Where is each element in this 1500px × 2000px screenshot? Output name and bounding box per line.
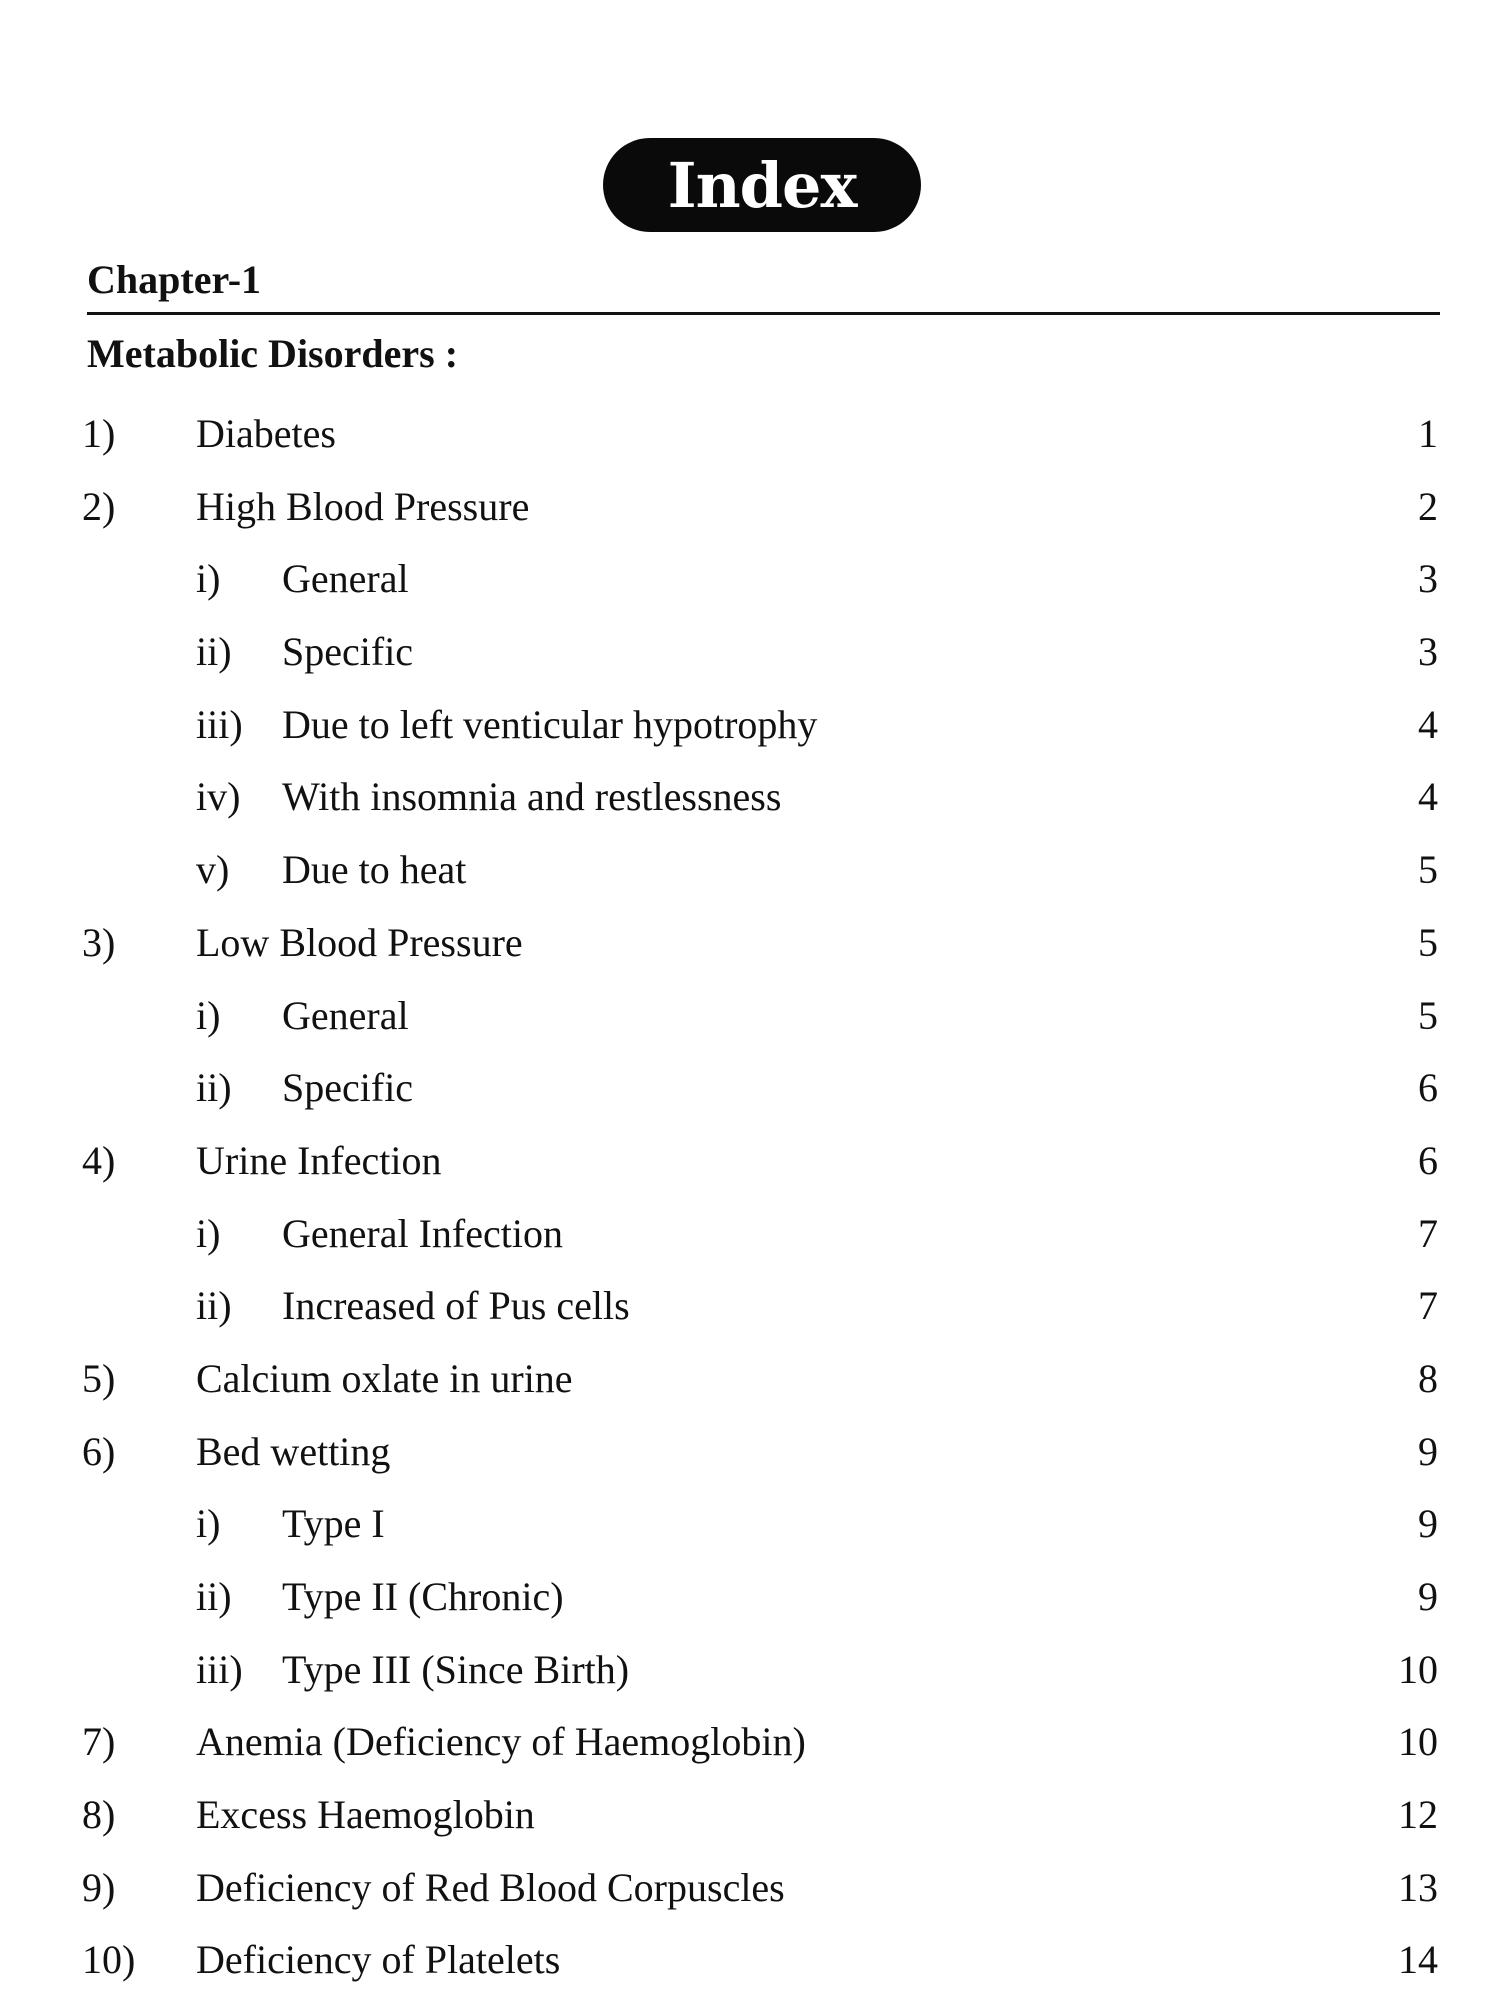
toc-entry-number: 5) [82, 1355, 116, 1401]
toc-entry-page: 13 [1398, 1864, 1438, 1910]
toc-entry-number: 6) [82, 1428, 116, 1474]
toc-entry-label: Urine Infection [196, 1137, 442, 1183]
toc-entry-page: 10 [1398, 1719, 1438, 1765]
toc-entry-label: Type II (Chronic) [282, 1574, 564, 1619]
toc-entry-label: Excess Haemoglobin [196, 1792, 535, 1838]
toc-entry-label: General Infection [282, 1210, 563, 1256]
toc-entry-label: Specific [282, 1065, 414, 1111]
toc-entry-number: i) [196, 556, 221, 602]
toc-entry-label: Specific [282, 629, 414, 675]
toc-entry [0, 1924, 1500, 1997]
toc-entry-page: 3 [1418, 556, 1438, 602]
toc-entry-label: General [282, 556, 409, 602]
toc-subentry [0, 1198, 1500, 1271]
toc-entry-label: Increased of Pus cells [282, 1283, 630, 1329]
toc-entry-page: 6 [1418, 1137, 1438, 1183]
toc-entry-label: With insomnia and restlessness [282, 774, 782, 820]
toc-entry-number: 4) [82, 1137, 116, 1183]
toc-entry-label: Type I [282, 1501, 385, 1547]
table-of-contents [0, 398, 1500, 1997]
toc-entry [0, 907, 1500, 980]
toc-entry-number: 10) [82, 1937, 136, 1983]
toc-entry-label: Due to heat [282, 847, 467, 893]
chapter-divider [87, 312, 1440, 315]
toc-entry-number: ii) [196, 629, 232, 675]
toc-entry-page: 10 [1398, 1646, 1438, 1692]
toc-subentry [0, 761, 1500, 834]
toc-entry-page: 2 [1418, 483, 1438, 529]
toc-entry [0, 471, 1500, 544]
toc-entry [0, 1779, 1500, 1852]
toc-entry-label: Due to left venticular hypotrophy [282, 701, 818, 747]
toc-subentry [0, 1052, 1500, 1125]
toc-entry-page: 5 [1418, 847, 1438, 893]
toc-entry-page: 5 [1418, 919, 1438, 965]
toc-entry-number: i) [196, 1210, 221, 1256]
toc-subentry [0, 980, 1500, 1053]
toc-entry-label: Deficiency of Platelets [196, 1937, 561, 1983]
toc-entry-page: 9 [1418, 1428, 1438, 1474]
toc-subentry [0, 1561, 1500, 1634]
toc-entry-page: 14 [1398, 1937, 1438, 1983]
toc-entry-number: ii) [196, 1574, 232, 1619]
toc-entry-page: 9 [1418, 1501, 1438, 1547]
section-title: Metabolic Disorders : [87, 331, 459, 376]
toc-entry [0, 398, 1500, 471]
toc-entry-number: ii) [196, 1065, 232, 1111]
toc-entry-label: Diabetes [196, 411, 336, 456]
toc-entry-page: 7 [1418, 1210, 1438, 1256]
toc-entry [0, 1852, 1500, 1925]
toc-entry-label: Anemia (Deficiency of Haemoglobin) [196, 1719, 806, 1765]
toc-entry-label: General [282, 992, 409, 1038]
toc-entry [0, 1125, 1500, 1198]
toc-subentry [0, 689, 1500, 762]
toc-entry-number: iii) [196, 701, 243, 747]
toc-subentry [0, 1488, 1500, 1561]
toc-entry-page: 12 [1398, 1792, 1438, 1838]
toc-entry-page: 9 [1418, 1574, 1438, 1619]
toc-entry-page: 1 [1418, 411, 1438, 456]
toc-entry-number: i) [196, 1501, 221, 1547]
toc-subentry [0, 543, 1500, 616]
toc-entry [0, 1343, 1500, 1416]
toc-subentry [0, 1270, 1500, 1343]
toc-entry-label: Low Blood Pressure [196, 919, 523, 965]
toc-entry-number: i) [196, 992, 221, 1038]
toc-entry-number: iii) [196, 1646, 243, 1692]
toc-entry-number: 3) [82, 919, 116, 965]
toc-subentry [0, 834, 1500, 907]
toc-entry-label: Bed wetting [196, 1428, 391, 1474]
toc-entry-number: 8) [82, 1792, 116, 1838]
toc-entry-number: 1) [82, 411, 116, 456]
toc-entry-number: 2) [82, 483, 116, 529]
toc-entry-page: 5 [1418, 992, 1438, 1038]
toc-entry-label: Deficiency of Red Blood Corpuscles [196, 1864, 785, 1910]
toc-entry-page: 4 [1418, 701, 1438, 747]
toc-entry-number: 7) [82, 1719, 116, 1765]
toc-entry-page: 8 [1418, 1355, 1438, 1401]
toc-entry-page: 3 [1418, 629, 1438, 675]
toc-subentry [0, 616, 1500, 689]
toc-entry-label: Type III (Since Birth) [282, 1646, 630, 1692]
toc-entry-label: High Blood Pressure [196, 483, 530, 529]
toc-entry-page: 7 [1418, 1283, 1438, 1329]
toc-entry [0, 1416, 1500, 1489]
toc-entry-number: v) [196, 847, 230, 893]
toc-entry-number: iv) [196, 774, 241, 820]
index-badge: Index [603, 138, 921, 232]
toc-entry [0, 1706, 1500, 1779]
toc-entry-page: 6 [1418, 1065, 1438, 1111]
toc-entry-number: 9) [82, 1864, 116, 1910]
toc-entry-page: 4 [1418, 774, 1438, 820]
toc-entry-label: Calcium oxlate in urine [196, 1355, 573, 1401]
toc-entry-number: ii) [196, 1283, 232, 1329]
toc-subentry [0, 1634, 1500, 1707]
chapter-title: Chapter-1 [87, 257, 262, 302]
